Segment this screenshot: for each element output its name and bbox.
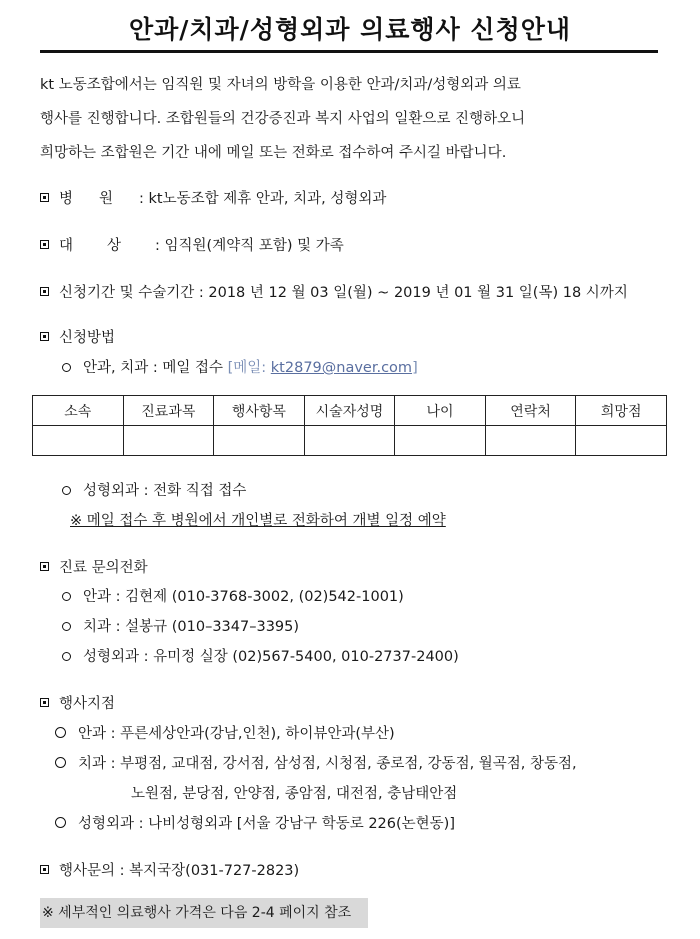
contacts-heading-text: 진료 문의전화	[59, 560, 148, 576]
table-header-cell: 시술자성명	[304, 396, 395, 426]
application-table	[32, 395, 667, 456]
table-cell[interactable]	[395, 426, 486, 456]
circle-bullet-icon	[62, 622, 71, 631]
period-row	[40, 281, 628, 302]
table-header-cell: 연락처	[485, 396, 576, 426]
branch-plastic	[55, 812, 455, 833]
inquiry-text: 행사문의 : 복지국장(031-727-2823)	[59, 863, 300, 879]
period-text: 신청기간 및 수술기간 : 2018 년 12 월 03 일(월) ~ 2019 년 01 월 31 일(목) 18 시까지	[59, 285, 628, 301]
mail-info	[228, 360, 418, 376]
branch-plastic-text: 성형외과 : 나비성형외과 [서울 강남구 학동로 226(논현동)]	[78, 816, 455, 832]
branch-dental-continued: 노원점, 분당점, 안양점, 종암점, 대전점, 충남태안점	[131, 786, 458, 802]
contact-item	[62, 645, 459, 666]
mail-method-item	[62, 356, 418, 377]
contacts-heading	[40, 556, 148, 577]
contact-item	[62, 615, 299, 636]
square-bullet-icon	[40, 562, 49, 571]
circle-bullet-icon	[55, 727, 66, 738]
table-header-cell: 행사항목	[214, 396, 305, 426]
table-cell[interactable]	[123, 426, 214, 456]
square-bullet-icon	[40, 240, 49, 249]
circle-bullet-icon	[62, 486, 71, 495]
method-heading-text: 신청방법	[59, 330, 116, 346]
mail-method-text: 안과, 치과 : 메일 접수	[83, 360, 223, 376]
hospital-label: 병원	[59, 191, 140, 207]
table-cell[interactable]	[485, 426, 576, 456]
intro-line: 희망하는 조합원은 기간 내에 메일 또는 전화로 접수하여 주시길 바랍니다.	[40, 145, 507, 161]
square-bullet-icon	[40, 287, 49, 296]
mail-address-link[interactable]: kt2879@naver.com	[270, 360, 413, 376]
circle-bullet-icon	[62, 592, 71, 601]
circle-bullet-icon	[62, 652, 71, 661]
table-cell[interactable]	[214, 426, 305, 456]
circle-bullet-icon	[55, 817, 66, 828]
price-footnote: ※ 세부적인 의료행사 가격은 다음 2-4 페이지 참조	[40, 898, 368, 928]
table-header-cell: 진료과목	[123, 396, 214, 426]
table-header-cell: 소속	[33, 396, 124, 426]
table-header-row	[33, 396, 667, 426]
table-cell[interactable]	[33, 426, 124, 456]
branch-eye-text: 안과 : 푸른세상안과(강남,인천), 하이뷰안과(부산)	[78, 726, 395, 742]
square-bullet-icon	[40, 193, 49, 202]
intro-line: kt 노동조합에서는 임직원 및 자녀의 방학을 이용한 안과/치과/성형외과 의료	[40, 77, 521, 93]
contact-item	[62, 585, 404, 606]
square-bullet-icon	[40, 698, 49, 707]
intro-line: 행사를 진행합니다. 조합원들의 건강증진과 복지 사업의 일환으로 진행하오니	[40, 111, 526, 127]
title-divider	[40, 50, 658, 53]
branches-heading-text: 행사지점	[59, 696, 116, 712]
reservation-note: ※ 메일 접수 후 병원에서 개인별로 전화하여 개별 일정 예약	[70, 513, 446, 529]
inquiry-row	[40, 859, 299, 880]
table-cell[interactable]	[304, 426, 395, 456]
phone-method-text: 성형외과 : 전화 직접 접수	[83, 483, 247, 499]
target-row	[40, 234, 344, 255]
circle-bullet-icon	[62, 363, 71, 372]
branch-dental	[55, 752, 577, 773]
contact-text: 성형외과 : 유미정 실장 (02)567-5400, 010-2737-2400)	[83, 649, 459, 665]
square-bullet-icon	[40, 332, 49, 341]
phone-method-item	[62, 479, 246, 500]
square-bullet-icon	[40, 865, 49, 874]
branches-heading	[40, 692, 115, 713]
method-heading	[40, 326, 115, 347]
intro-paragraph	[40, 68, 660, 170]
table-header-cell: 희망점	[576, 396, 667, 426]
table-row	[33, 426, 667, 456]
hospital-value: : kt노동조합 제휴 안과, 치과, 성형외과	[139, 191, 387, 207]
target-label: 대상	[59, 238, 156, 254]
hospital-row	[40, 187, 386, 208]
page-title: 안과/치과/성형외과 의료행사 신청안내	[128, 15, 572, 44]
branch-dental-text: 치과 : 부평점, 교대점, 강서점, 삼성점, 시청점, 종로점, 강동점, 월곡점, 창동점,	[78, 756, 577, 772]
circle-bullet-icon	[55, 757, 66, 768]
table-header-cell: 나이	[395, 396, 486, 426]
table-cell[interactable]	[576, 426, 667, 456]
mail-suffix: ]	[412, 360, 418, 376]
contact-text: 치과 : 설봉규 (010–3347–3395)	[83, 619, 300, 635]
mail-prefix: [메일:	[227, 360, 267, 376]
contact-text: 안과 : 김현제 (010-3768-3002, (02)542-1001)	[83, 589, 404, 605]
branch-eye	[55, 722, 395, 743]
target-value: : 임직원(계약직 포함) 및 가족	[155, 238, 344, 254]
